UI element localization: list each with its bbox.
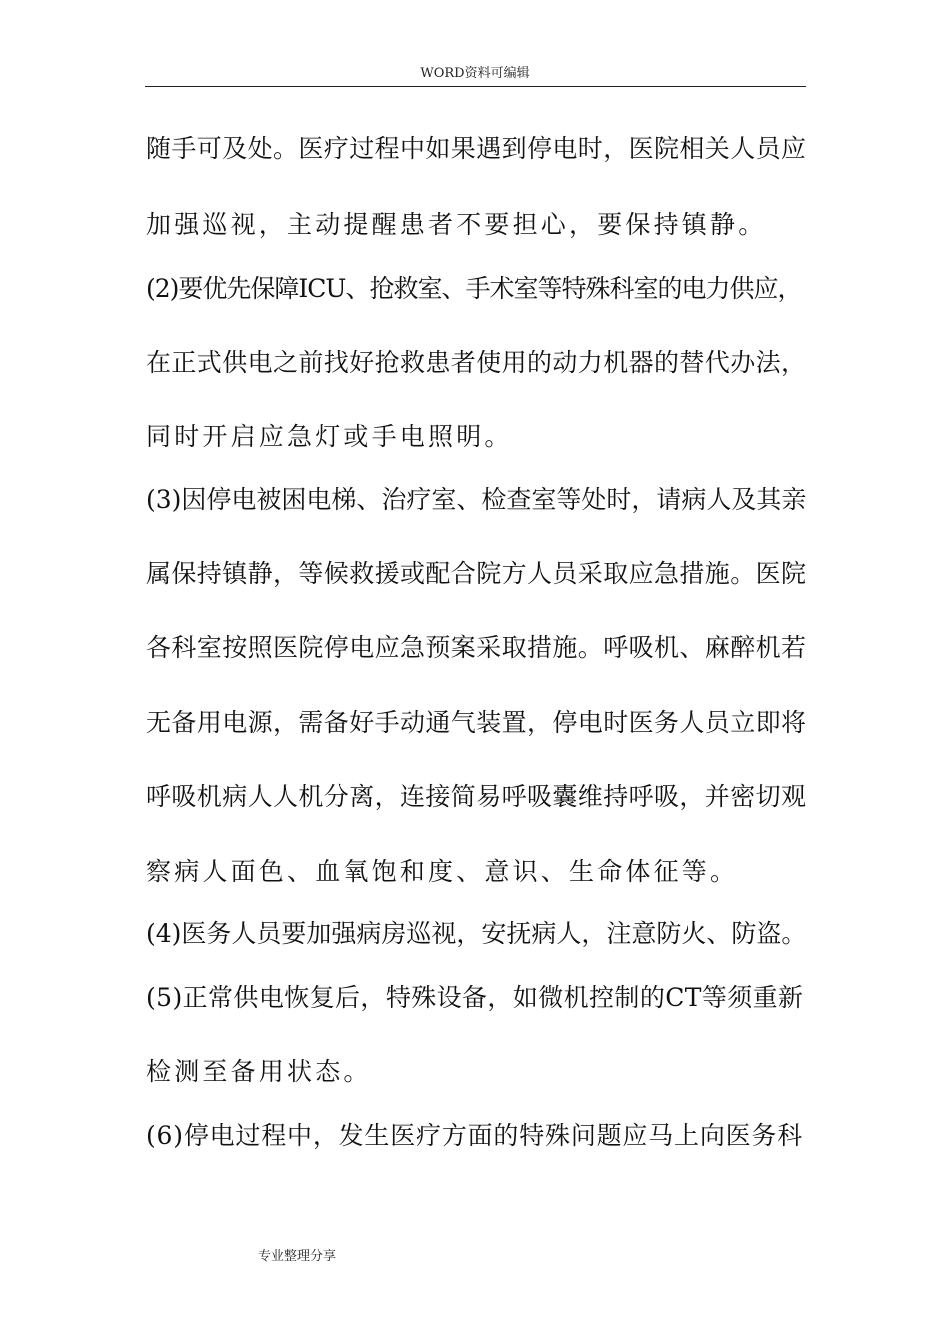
- body-line-7: 属保持镇静，等候救援或配合院方人员采取应急措施。医院: [146, 559, 807, 588]
- body-line-6: (3)因停电被困电梯、治疗室、检查室等处时，请病人及其亲: [146, 485, 807, 514]
- page-header: WORD资料可编辑: [420, 66, 530, 81]
- body-line-10: 呼吸机病人人机分离，连接简易呼吸囊维持呼吸，并密切观: [146, 782, 807, 811]
- body-line-4: 在正式供电之前找好抢救患者使用的动力机器的替代办法，: [146, 348, 807, 377]
- page-footer: 专业整理分享: [258, 1249, 337, 1264]
- body-line-13: (5)正常供电恢复后，特殊设备，如微机控制的CT等须重新: [146, 983, 804, 1012]
- body-line-15: (6)停电过程中，发生医疗方面的特殊问题应马上向医务科: [146, 1121, 804, 1150]
- body-line-2: 加强巡视，主动提醒患者不要担心，要保持镇静。: [146, 210, 767, 239]
- body-line-1: 随手可及处。医疗过程中如果遇到停电时，医院相关人员应: [146, 134, 807, 163]
- body-line-8: 各科室按照医院停电应急预案采取措施。呼吸机、麻醉机若: [146, 633, 807, 662]
- body-line-3: (2)要优先保障ICU、抢救室、手术室等特殊科室的电力供应，: [146, 274, 802, 303]
- body-line-9: 无备用电源，需备好手动通气装置，停电时医务人员立即将: [146, 708, 807, 737]
- body-line-11: 察病人面色、血氧饱和度、意识、生命体征等。: [146, 857, 739, 886]
- body-line-14: 检测至备用状态。: [146, 1057, 372, 1086]
- header-divider: [145, 86, 806, 87]
- body-line-5: 同时开启应急灯或手电照明。: [146, 422, 513, 451]
- body-line-12: (4)医务人员要加强病房巡视，安抚病人，注意防火、防盗。: [146, 919, 807, 948]
